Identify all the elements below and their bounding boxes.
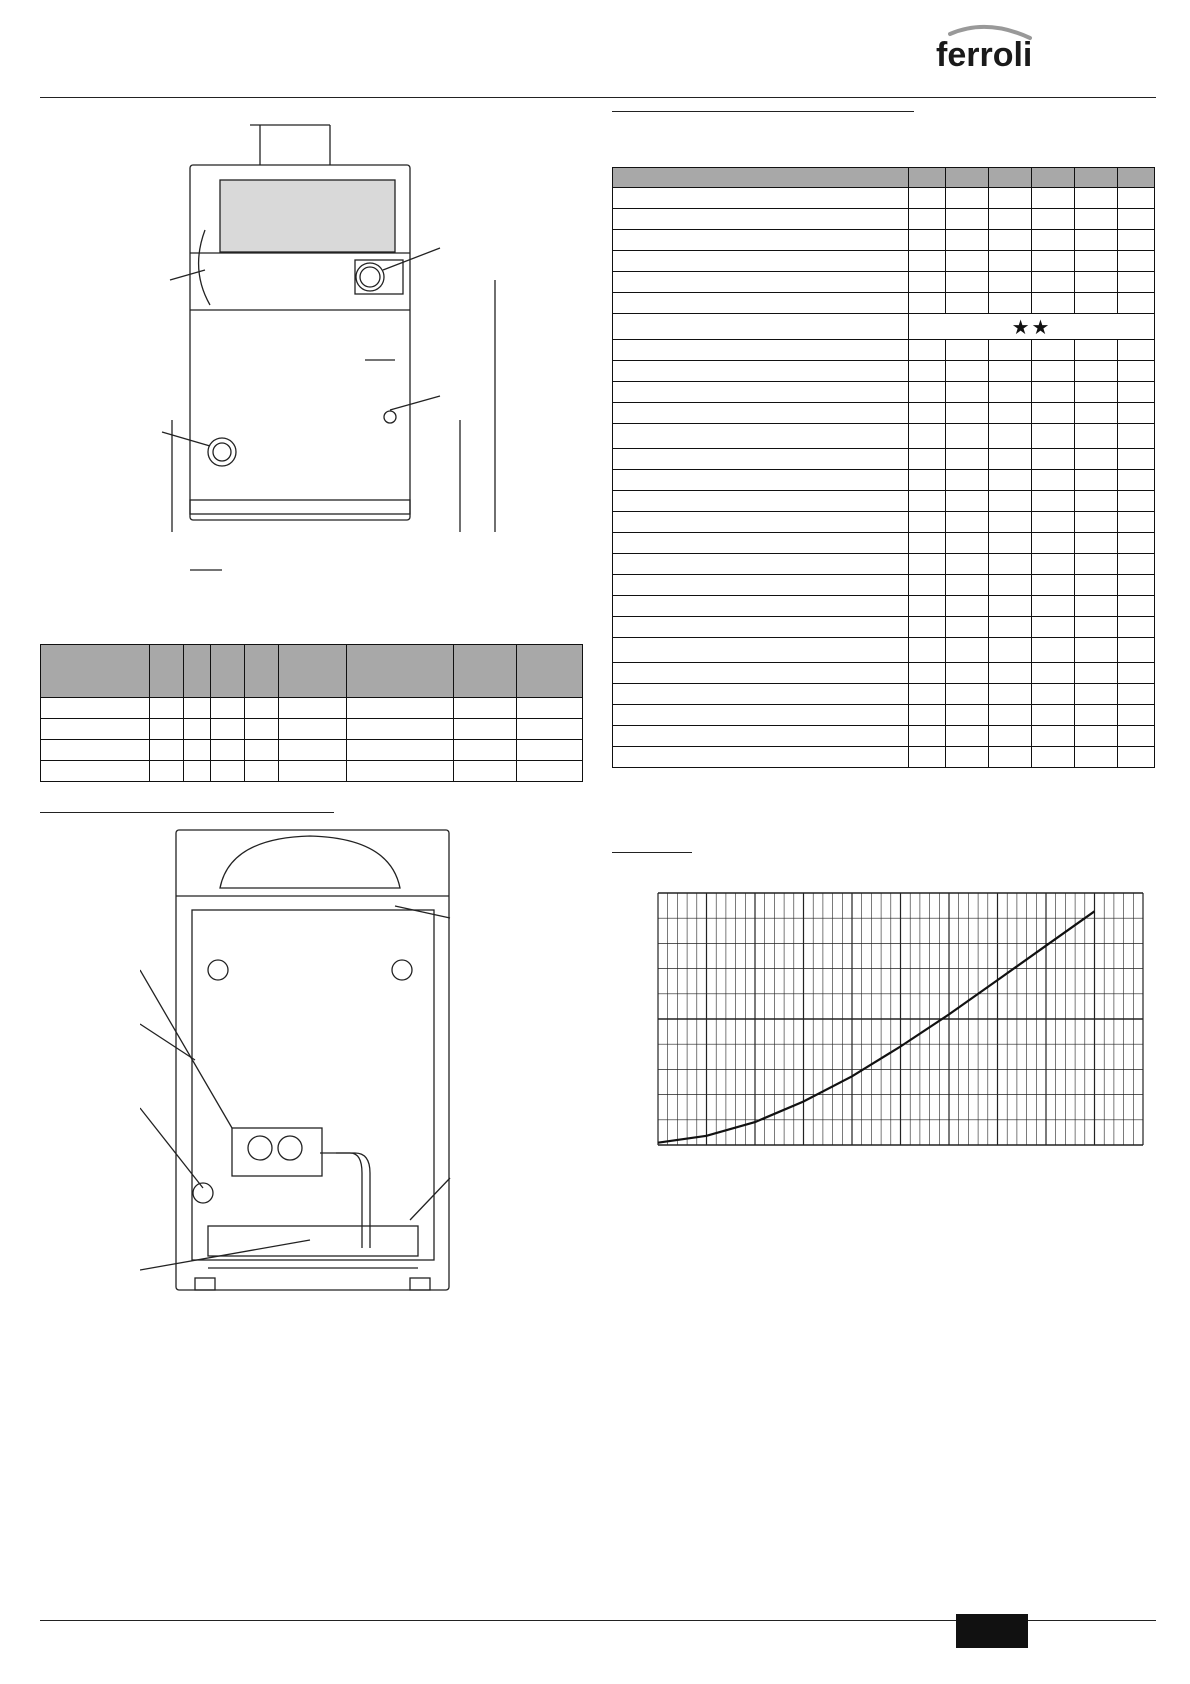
technical-data-table — [612, 167, 1155, 768]
table-row — [41, 761, 583, 782]
table-row — [613, 491, 1155, 512]
dimensions-table — [40, 644, 583, 782]
marked-row-symbol: ★★ — [909, 314, 1155, 340]
table-row — [613, 512, 1155, 533]
table-row — [613, 663, 1155, 684]
table-row — [613, 554, 1155, 575]
table-row — [613, 272, 1155, 293]
table-row — [613, 726, 1155, 747]
page-number-block — [956, 1614, 1028, 1648]
section-rule-hydraulic — [40, 812, 334, 813]
boiler-dimension-drawing — [150, 120, 510, 580]
chart-series-line — [658, 911, 1095, 1142]
tech-table-header — [613, 168, 1155, 188]
table-row — [613, 340, 1155, 361]
table-row — [41, 719, 583, 740]
table-row — [613, 424, 1155, 449]
chart-grid — [658, 893, 1143, 1145]
table-row — [613, 747, 1155, 768]
table-row — [613, 251, 1155, 272]
table-row — [613, 638, 1155, 663]
table-row — [613, 705, 1155, 726]
table-row — [613, 209, 1155, 230]
table-row — [41, 740, 583, 761]
brand-name: ferroli — [936, 36, 1033, 72]
table-row — [613, 403, 1155, 424]
table-row — [613, 470, 1155, 491]
ferroli-logo — [932, 20, 1052, 72]
table-row — [41, 698, 583, 719]
table-row — [613, 617, 1155, 638]
table-row — [613, 293, 1155, 314]
table-row — [613, 361, 1155, 382]
table-row — [613, 230, 1155, 251]
pressure-loss-chart — [655, 890, 1145, 1150]
header-rule — [40, 97, 1156, 98]
table-row-marked — [613, 314, 1155, 340]
section-rule-chart — [612, 852, 692, 853]
table-row — [613, 382, 1155, 403]
section-rule-tech — [612, 111, 914, 112]
table-row — [613, 596, 1155, 617]
table-row — [613, 684, 1155, 705]
table-row — [613, 533, 1155, 554]
dimensions-table-header — [41, 645, 583, 698]
table-row — [613, 188, 1155, 209]
table-row — [613, 575, 1155, 596]
boiler-internal-drawing — [140, 828, 490, 1298]
table-row — [613, 449, 1155, 470]
